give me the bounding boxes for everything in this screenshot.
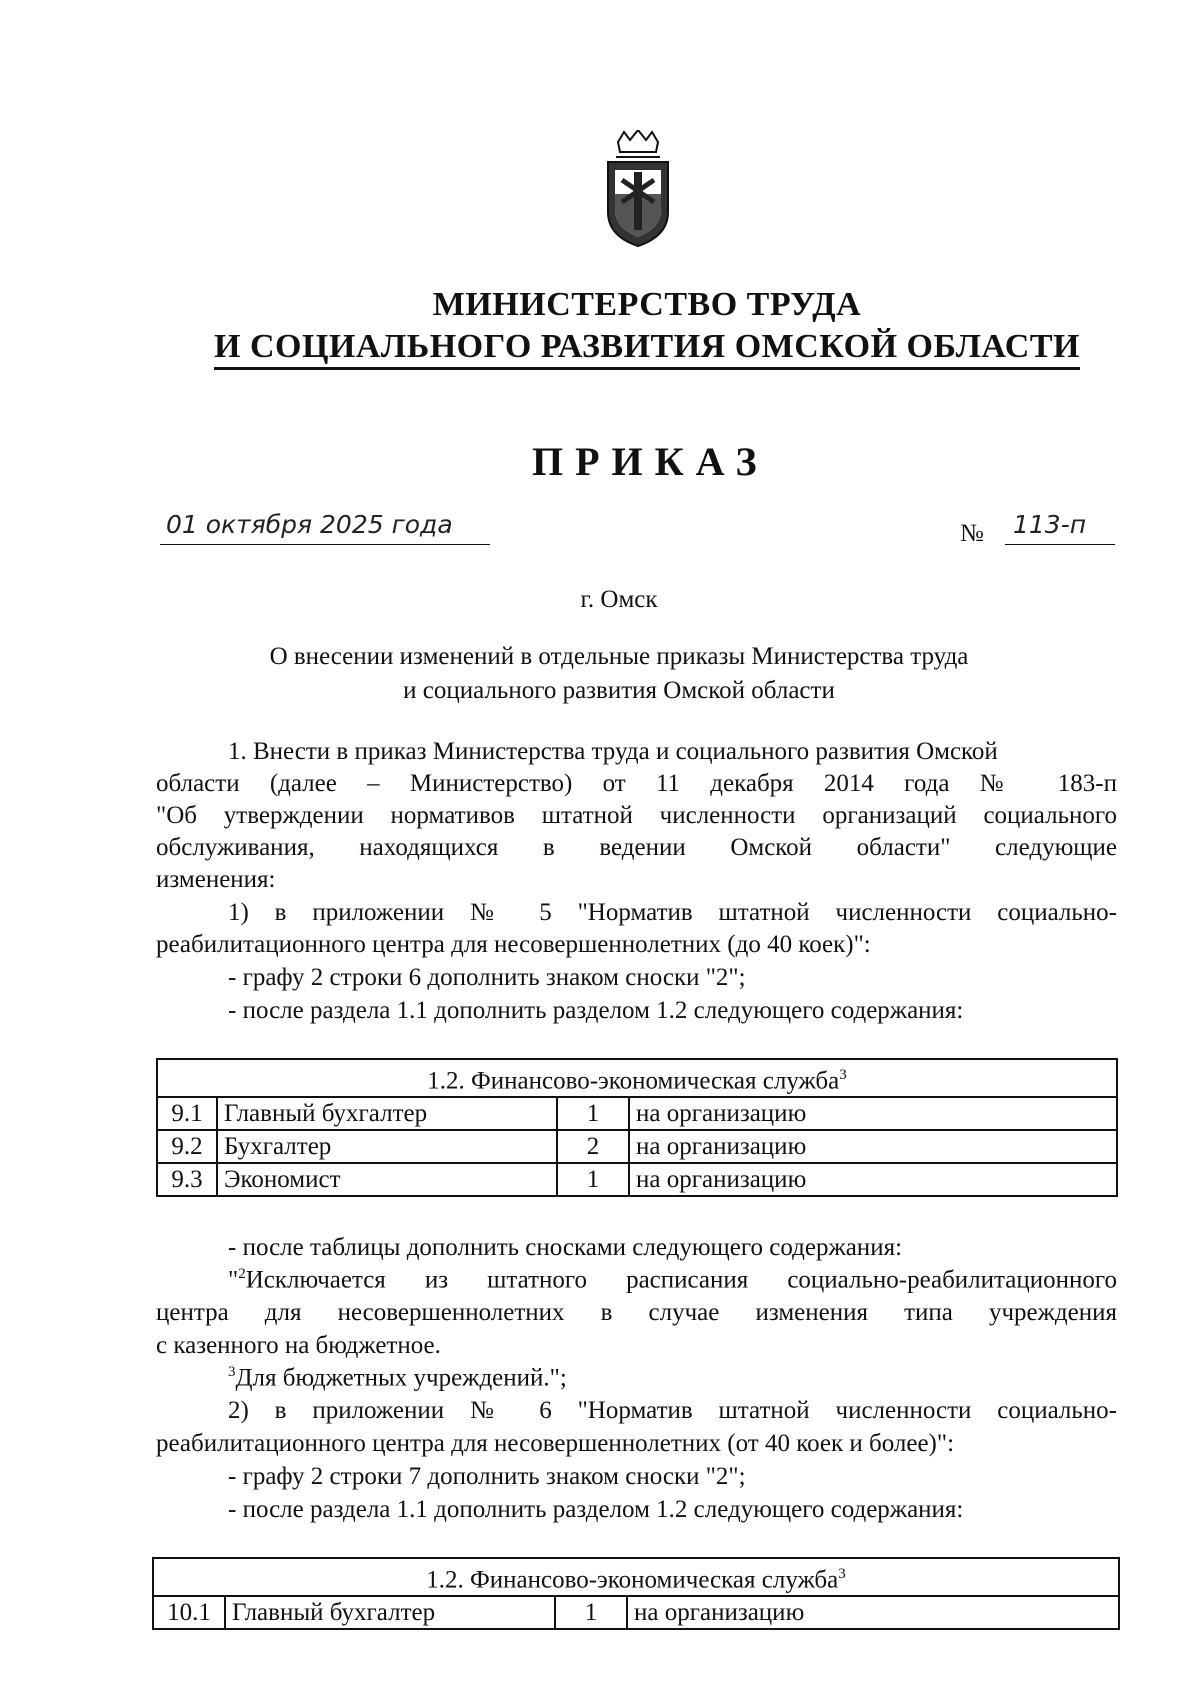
- table-row: [157, 1163, 1117, 1196]
- ministry-name-line2-text: И СОЦИАЛЬНОГО РАЗВИТИЯ ОМСКОЙ ОБЛАСТИ: [214, 328, 1080, 370]
- subject-line2: и социального развития Омской области: [403, 677, 835, 704]
- date-field: [160, 510, 490, 545]
- body-line: реабилитационного центра для несовершеннолетних (до 40 коек)":: [156, 931, 871, 958]
- body-line: изменения:: [156, 866, 276, 893]
- cell-position: Главный бухгалтер: [225, 1596, 555, 1629]
- footnote-mark: 2: [238, 1266, 246, 1282]
- footnote-2-line: [228, 1266, 1117, 1294]
- cell-number: 9.1: [157, 1097, 217, 1130]
- coat-of-arms-icon: [598, 130, 678, 248]
- table-row: [157, 1130, 1117, 1163]
- handwritten-date: 01 октября 2025 года: [166, 510, 453, 539]
- footnote-mark: 3: [228, 1364, 236, 1380]
- table-header-text: 1.2. Финансово-экономическая служба: [427, 1067, 840, 1095]
- body-line: "Об утверждении нормативов штатной численности организаций социального: [156, 802, 1117, 829]
- cell-unit: на организацию: [627, 1596, 1119, 1629]
- body-line: - после таблицы дополнить сносками следующего содержания:: [228, 1234, 903, 1261]
- body-line: 1) в приложении № 5 "Норматив штатной численности социально-: [228, 899, 1117, 926]
- body-line: реабилитационного центра для несовершеннолетних (от 40 коек и более)":: [156, 1430, 955, 1457]
- ministry-name-line1: МИНИСТЕРСТВО ТРУДА: [432, 286, 862, 323]
- cell-quantity: 1: [555, 1596, 627, 1629]
- subject-heading: [0, 640, 1200, 708]
- body-line: - после раздела 1.1 дополнить разделом 1.2 следующего содержания:: [228, 997, 964, 1024]
- table-header-cell: [153, 1558, 1119, 1596]
- number-label: №: [960, 520, 984, 547]
- body-line: центра для несовершеннолетних в случае изменения типа учреждения: [156, 1299, 1117, 1326]
- table-header-text: 1.2. Финансово-экономическая служба: [426, 1566, 839, 1594]
- cell-number: 9.2: [157, 1130, 217, 1163]
- number-field: [1005, 510, 1115, 545]
- table-row: [153, 1596, 1119, 1629]
- footnote-3-line: [228, 1364, 567, 1392]
- cell-number: 9.3: [157, 1163, 217, 1196]
- body-line: - графу 2 строки 7 дополнить знаком сноски "2";: [228, 1463, 746, 1490]
- footnote-text: Исключается из штатного расписания социально-реабилитационного: [245, 1266, 1117, 1294]
- cell-position: Главный бухгалтер: [217, 1097, 557, 1130]
- body-line: - графу 2 строки 6 дополнить знаком сноски "2";: [228, 964, 746, 991]
- city-line: г. Омск: [580, 586, 658, 613]
- footnote-text: Для бюджетных учреждений.";: [235, 1364, 567, 1392]
- table-header-row: [153, 1558, 1119, 1596]
- cell-position: Бухгалтер: [217, 1130, 557, 1163]
- cell-number: 10.1: [153, 1596, 225, 1629]
- subject-line1: О внесении изменений в отдельные приказы Министерства труда: [269, 643, 969, 670]
- cell-quantity: 1: [557, 1097, 629, 1130]
- handwritten-number: 113-п: [1013, 510, 1087, 539]
- body-line: области (далее – Министерство) от 11 декабря 2014 года № 183-п: [156, 770, 1117, 797]
- quote-mark: ": [228, 1266, 239, 1294]
- body-line: 1. Внести в приказ Министерства труда и социального развития Омской: [228, 738, 998, 765]
- staffing-table-2: [152, 1557, 1120, 1630]
- cell-unit: на организацию: [629, 1163, 1117, 1196]
- cell-unit: на организацию: [629, 1097, 1117, 1130]
- ministry-name-line2: [47, 328, 1200, 366]
- footnote-mark: 3: [838, 1566, 846, 1582]
- cell-unit: на организацию: [629, 1130, 1117, 1163]
- staffing-table-1: [156, 1058, 1118, 1197]
- cell-quantity: 2: [557, 1130, 629, 1163]
- cell-quantity: 1: [557, 1163, 629, 1196]
- footnote-mark: 3: [839, 1067, 847, 1083]
- body-line: - после раздела 1.1 дополнить разделом 1.2 следующего содержания:: [228, 1496, 964, 1523]
- table-row: [157, 1097, 1117, 1130]
- body-line: 2) в приложении № 6 "Норматив штатной численности социально-: [228, 1397, 1117, 1424]
- cell-position: Экономист: [217, 1163, 557, 1196]
- body-line: обслуживания, находящихся в ведении Омской области" следующие: [156, 834, 1117, 861]
- table-header-row: [157, 1059, 1117, 1097]
- body-line: с казенного на бюджетное.: [156, 1332, 441, 1359]
- table-header-cell: [157, 1059, 1117, 1097]
- document-type-title: ПРИКАЗ: [532, 439, 769, 484]
